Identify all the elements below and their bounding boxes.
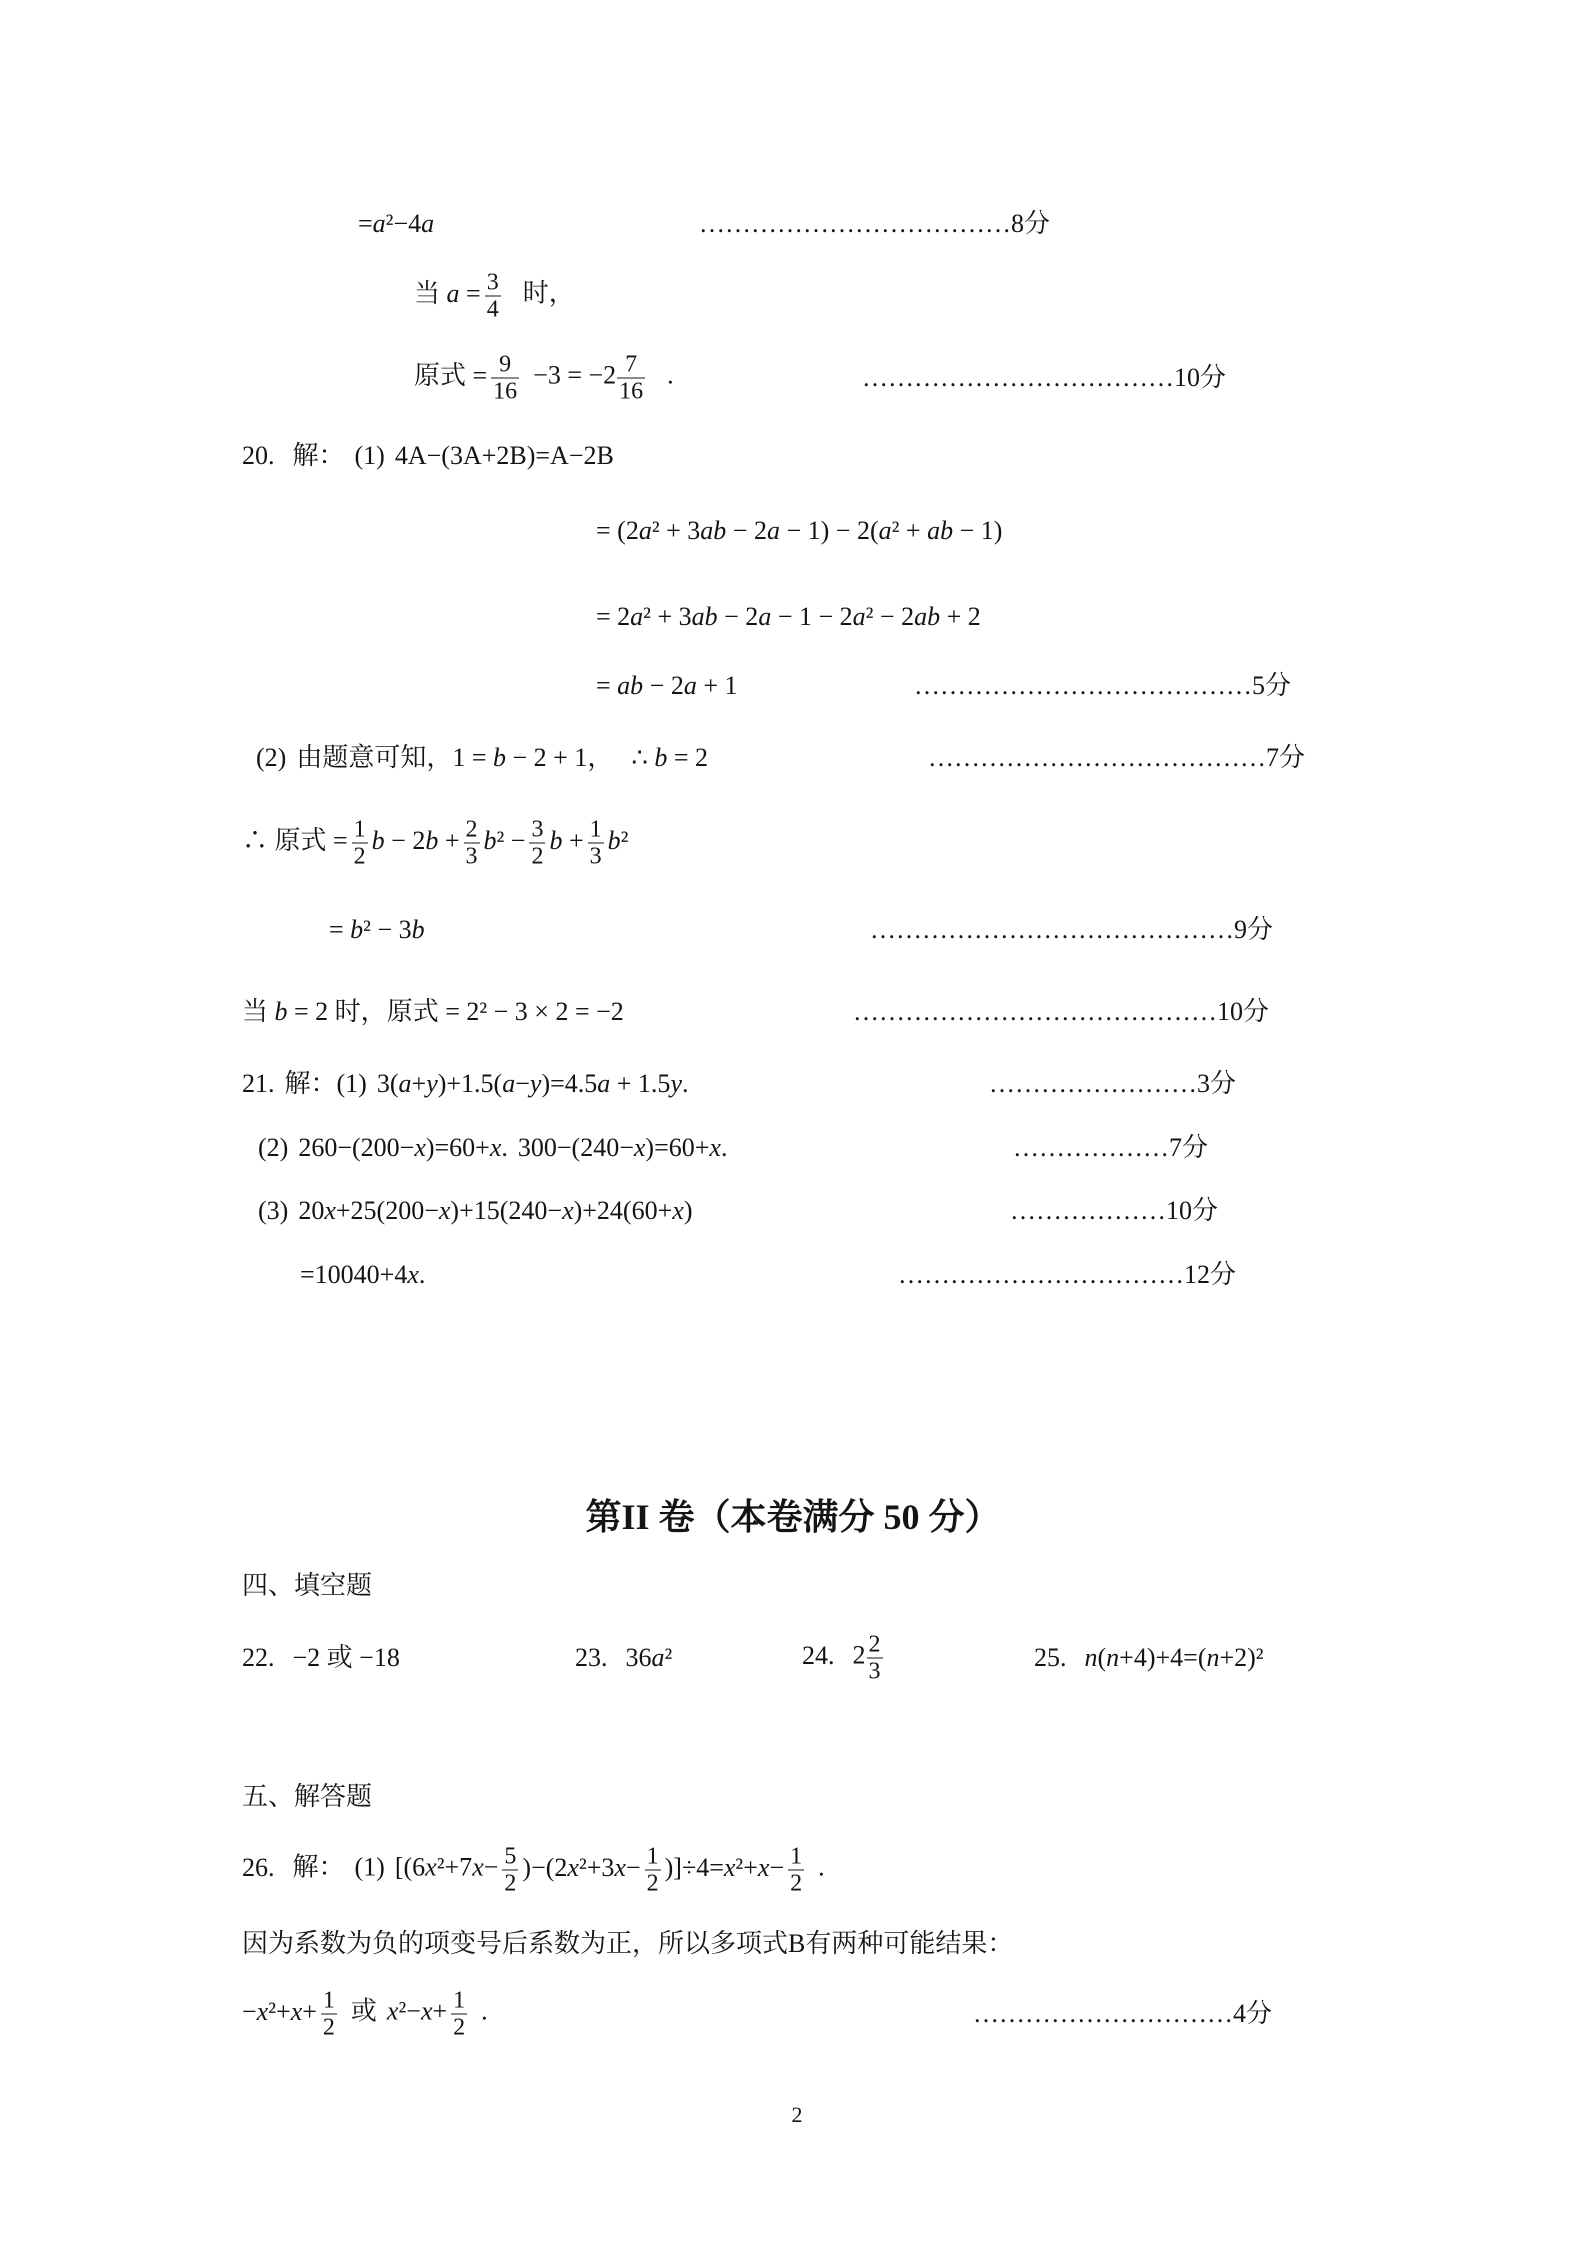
dot-leader: ………………………………	[861, 363, 1174, 392]
fraction-numerator: 3	[486, 269, 499, 296]
math-variable: x	[614, 1852, 626, 1882]
answer-23	[575, 1642, 672, 1674]
fraction-numerator: 7	[617, 352, 645, 379]
score-mark: 7分	[1265, 743, 1305, 772]
q26-reason-line: 因为系数为负的项变号后系数为正，所以多项式B有两种可能结果：	[242, 1929, 1014, 1958]
q26-part1-line	[242, 1844, 825, 1897]
answer-value: −2 或 −18	[292, 1643, 400, 1672]
q21-part3-result-line	[300, 1259, 425, 1291]
answer-24	[802, 1632, 887, 1685]
fraction	[451, 1988, 467, 2041]
fraction-numerator: 3	[531, 816, 544, 843]
fraction-denominator: 16	[619, 378, 644, 405]
q19-result-line	[414, 352, 674, 405]
dot-leader: ………………	[1009, 1196, 1166, 1225]
q20-part2-evaluate-condition: 当 b = 2 时，	[242, 997, 387, 1026]
q19-result-middle: −3 = −2	[533, 360, 617, 390]
score-mark: 10分	[1173, 363, 1226, 392]
question-number: 23.	[575, 1643, 608, 1672]
math-variable: b	[483, 825, 497, 855]
math-variable: b	[713, 516, 727, 545]
q19-result-score-leader	[745, 362, 1226, 394]
math-variable: x	[425, 1852, 437, 1882]
math-variable: x	[420, 1996, 433, 2026]
q20-part1-expanded: = 2a² + 3ab − 2a − 1 − 2a² − 2ab + 2	[596, 602, 981, 631]
dot-leader: ……………………………	[897, 1260, 1184, 1289]
q20-part2-term: b²	[607, 825, 629, 855]
fraction-numerator: 1	[322, 1987, 335, 2014]
q20-part2-simplified: = b² − 3b	[329, 915, 425, 944]
fraction-denominator: 2	[531, 843, 544, 870]
q20-part1-line2	[596, 515, 1002, 547]
fraction-numerator: 9	[491, 352, 519, 379]
q21-part1-score-leader	[858, 1068, 1236, 1100]
part-tag: (2)	[258, 1133, 289, 1162]
q20-part2-simplified-score-leader	[718, 914, 1273, 946]
question-number: 20.	[242, 441, 275, 470]
math-variable: x	[633, 1133, 646, 1162]
fraction	[321, 1988, 337, 2041]
math-variable: a	[630, 602, 644, 631]
fraction	[491, 352, 519, 405]
math-variable: y	[529, 1069, 542, 1098]
math-variable: b	[411, 915, 425, 944]
fraction-numerator: 1	[453, 1987, 466, 2014]
math-variable: a	[852, 602, 866, 631]
question-number: 25.	[1034, 1643, 1067, 1672]
fraction	[529, 817, 545, 870]
fraction-numerator: 2	[465, 816, 478, 843]
score-mark: 4分	[1232, 1999, 1272, 2028]
q21-part3-expression: 20x+25(200−x)+15(240−x)+24(60+x)	[298, 1196, 693, 1225]
page-number: 2	[791, 2102, 803, 2127]
q26-expression-part: )]÷4=x²+x−	[664, 1852, 785, 1882]
dot-leader: ……………………	[988, 1069, 1197, 1098]
q20-part1-expansion: = (2a² + 3ab − 2a − 1) − 2(a² + ab − 1)	[596, 516, 1003, 545]
math-variable: b	[940, 516, 954, 545]
fraction	[645, 1844, 661, 1897]
question-number: 26.	[242, 1852, 275, 1882]
math-variable: y	[426, 1069, 438, 1098]
solution-label: 解：	[292, 1852, 345, 1882]
math-variable: a	[766, 516, 780, 545]
part-tag: (2)	[256, 743, 287, 772]
fraction-numerator: 1	[589, 816, 602, 843]
q20-part1-score-leader	[795, 670, 1291, 702]
score-mark: 5分	[1251, 671, 1291, 700]
fraction-numerator: 5	[504, 1843, 517, 1870]
math-variable: x	[407, 1260, 419, 1289]
math-variable: b	[274, 997, 288, 1026]
math-variable: x	[672, 1196, 684, 1225]
dot-leader: ………………	[1012, 1133, 1169, 1162]
fraction-denominator: 2	[790, 1870, 803, 1897]
question-number: 22.	[242, 1643, 275, 1672]
score-mark: 8分	[1010, 209, 1050, 238]
q20-part2-given-score-leader	[808, 742, 1305, 774]
math-variable: b	[425, 825, 439, 855]
q19-substitution-line	[414, 270, 575, 323]
math-variable: a	[638, 516, 652, 545]
fraction-numerator: 2	[868, 1631, 881, 1658]
q21-part2-line	[258, 1132, 727, 1164]
q20-part2-simplify-line	[242, 817, 628, 870]
math-variable: a	[700, 516, 714, 545]
question-number: 24.	[802, 1640, 835, 1670]
dot-leader: …………………………………	[927, 743, 1266, 772]
fraction	[867, 1632, 883, 1685]
math-variable: a	[691, 602, 705, 631]
fraction-denominator: 16	[493, 378, 518, 405]
fraction-denominator: 4	[486, 296, 499, 323]
math-variable: a	[878, 516, 892, 545]
math-variable: a	[651, 1643, 665, 1672]
answer-value: 36a²	[625, 1643, 673, 1672]
solution-label: 解：	[284, 1069, 337, 1098]
answer-value: n(n+4)+4=(n+2)²	[1084, 1643, 1264, 1672]
q20-part1-line3	[596, 601, 981, 633]
fraction-denominator: 2	[353, 843, 366, 870]
part2-heading: 第II 卷（本卷满分 50 分）	[585, 1497, 1001, 1537]
math-variable: a	[683, 671, 697, 700]
q21-part2-expression-1: 260−(200−x)=60+x.	[298, 1133, 508, 1162]
math-variable: a	[421, 209, 435, 238]
q20-part2-term: b +	[549, 825, 584, 855]
q20-part1-line4	[596, 670, 738, 702]
q20-part2-term: b² −	[483, 825, 526, 855]
fraction	[788, 1844, 804, 1897]
math-variable: a	[914, 602, 928, 631]
section4-title: 四、填空题	[242, 1571, 373, 1600]
fraction-numerator: 1	[646, 1843, 659, 1870]
math-variable: b	[371, 825, 385, 855]
fraction-numerator: 1	[790, 1843, 803, 1870]
part-tag: (1)	[354, 1852, 385, 1882]
answer-25	[1034, 1642, 1264, 1674]
q26-results-line	[242, 1988, 488, 2041]
math-variable: b	[607, 825, 621, 855]
fraction-denominator: 3	[465, 843, 478, 870]
q26-expression-period: .	[818, 1852, 825, 1882]
math-variable: x	[256, 1996, 269, 2026]
math-variable: b	[630, 671, 644, 700]
fraction	[588, 817, 604, 870]
q26-expression-part: [(6x²+7x−	[394, 1852, 499, 1882]
math-variable: x	[757, 1852, 770, 1882]
dot-leader: …………………………………	[913, 671, 1252, 700]
q26-score-leader	[885, 1998, 1272, 2030]
q21-part2-score-leader	[963, 1132, 1208, 1164]
math-variable: b	[493, 743, 507, 772]
part-tag: (3)	[258, 1196, 289, 1225]
q20-part2-evaluate-line	[242, 996, 624, 1028]
fraction	[352, 817, 368, 870]
fraction-denominator: 2	[322, 2014, 335, 2041]
math-variable: x	[723, 1852, 736, 1882]
dot-leader: ……………………………………	[869, 915, 1234, 944]
math-variable: y	[670, 1069, 682, 1098]
q19-result-period: .	[667, 360, 674, 390]
math-variable: n	[1084, 1643, 1098, 1672]
part-tag: (1)	[354, 441, 385, 470]
q26-or-word: 或	[350, 1996, 377, 2026]
score-mark: 12分	[1183, 1260, 1236, 1289]
q21-part3-line	[258, 1195, 692, 1227]
math-variable: b	[350, 915, 364, 944]
math-variable: a	[758, 602, 772, 631]
answer-22	[242, 1642, 400, 1674]
math-variable: b	[549, 825, 563, 855]
fraction-denominator: 2	[453, 2014, 466, 2041]
q26-result-period: .	[481, 1996, 488, 2026]
math-variable: b	[654, 743, 668, 772]
q26-expression-part: )−(2x²+3x−	[522, 1852, 641, 1882]
math-variable: a	[502, 1069, 516, 1098]
math-variable: b	[927, 602, 941, 631]
q20-part2-term: b − 2b +	[371, 825, 460, 855]
math-variable: x	[438, 1196, 451, 1225]
q26-result-part: x²−x+	[386, 1996, 448, 2026]
q20-part2-line1	[256, 742, 708, 774]
q20-part1-line1	[242, 440, 614, 472]
q21-part1-expression: 3(a+y)+1.5(a−y)=4.5a + 1.5y.	[376, 1069, 689, 1098]
q19-step-expression: =a²−4a	[358, 209, 435, 238]
q20-part2-simplified-line	[329, 914, 425, 946]
score-mark: 10分	[1216, 997, 1269, 1026]
math-variable: x	[567, 1852, 579, 1882]
math-variable: x	[386, 1996, 399, 2026]
math-variable: x	[414, 1133, 426, 1162]
score-mark: 7分	[1168, 1133, 1208, 1162]
q19-substitution-suffix: 时，	[522, 278, 575, 308]
q20-part2-evaluate-expression: 原式 = 2² − 3 × 2 = −2	[386, 997, 624, 1026]
q21-part1-line	[242, 1068, 688, 1100]
math-variable: x	[562, 1196, 574, 1225]
question-number: 21.	[242, 1069, 275, 1098]
math-variable: a	[372, 209, 386, 238]
math-variable: x	[709, 1133, 721, 1162]
q20-part2-given-text: 由题意可知，	[296, 743, 453, 772]
fraction-denominator: 2	[646, 1870, 659, 1897]
dot-leader: …………………………	[972, 1999, 1233, 2028]
fraction-denominator: 3	[589, 843, 602, 870]
score-mark: 10分	[1165, 1196, 1218, 1225]
q21-part3-result-score-leader	[754, 1259, 1236, 1291]
q20-part1-expression: 4A−(3A+2B)=A−2B	[394, 441, 614, 470]
math-variable: a	[446, 278, 460, 308]
q20-part2-conclusion: ∴ b = 2	[631, 743, 709, 772]
math-variable: a	[617, 671, 631, 700]
score-mark: 3分	[1196, 1069, 1236, 1098]
q20-part2-simplify-prefix: ∴ 原式 =	[242, 825, 348, 855]
fraction	[485, 270, 501, 323]
dot-leader: ………………………………	[698, 209, 1011, 238]
q21-part2-expression-2: 300−(240−x)=60+x.	[517, 1133, 728, 1162]
fraction	[617, 352, 645, 405]
math-variable: a	[398, 1069, 412, 1098]
q20-part2-evaluate-score-leader	[702, 996, 1269, 1028]
fraction-numerator: 1	[353, 816, 366, 843]
math-variable: x	[290, 1996, 303, 2026]
part-tag: (1)	[336, 1069, 367, 1098]
fraction-denominator: 2	[504, 1870, 517, 1897]
q19-substitution-prefix: 当 a =	[414, 278, 481, 308]
math-variable: x	[324, 1196, 336, 1225]
math-variable: a	[597, 1069, 611, 1098]
math-variable: n	[1206, 1643, 1220, 1672]
fraction	[464, 817, 480, 870]
fraction	[502, 1844, 518, 1897]
score-mark: 9分	[1233, 915, 1273, 944]
math-variable: x	[489, 1133, 502, 1162]
math-variable: n	[1106, 1643, 1120, 1672]
q20-part2-given-equation: 1 = b − 2 + 1，	[452, 743, 614, 772]
q19-result-prefix: 原式 =	[414, 360, 488, 390]
math-variable: b	[704, 602, 718, 631]
q21-part3-score-leader	[934, 1195, 1218, 1227]
q26-result-part: −x²+x+	[242, 1996, 317, 2026]
fraction-denominator: 3	[868, 1658, 881, 1685]
q19-step-score-leader	[577, 208, 1050, 240]
solution-label: 解：	[292, 441, 345, 470]
section5-title: 五、解答题	[242, 1782, 373, 1811]
q19-step-line	[358, 208, 434, 240]
math-variable: x	[472, 1852, 484, 1882]
math-variable: a	[927, 516, 941, 545]
q21-part3-result: =10040+4x.	[300, 1260, 426, 1289]
answer-whole-part: 2	[852, 1640, 866, 1670]
dot-leader: ……………………………………	[852, 997, 1217, 1026]
q20-part1-result: = ab − 2a + 1	[596, 671, 738, 700]
